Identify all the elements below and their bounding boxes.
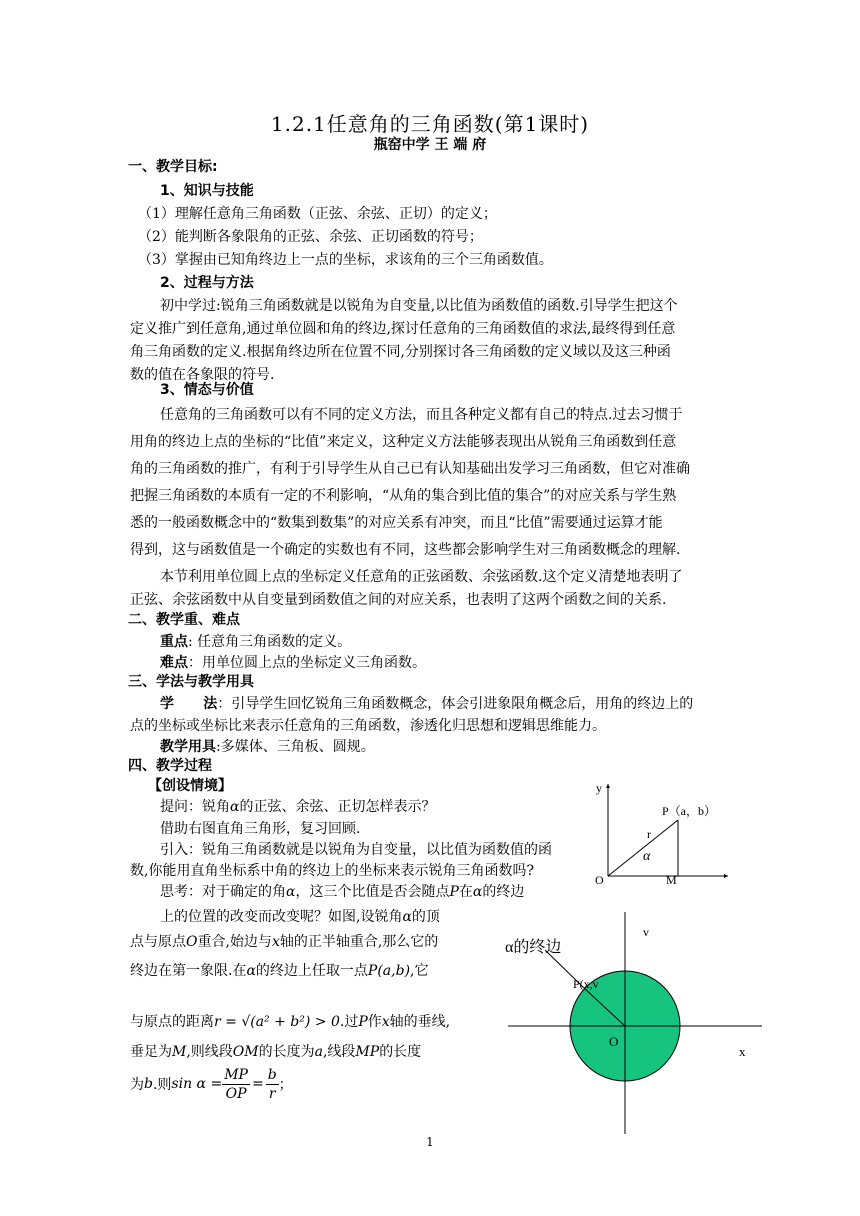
- difficulty-label: 难点: [160, 655, 188, 671]
- list-item: （2）能判断各象限角的正弦、余弦、正切函数的符号；: [138, 229, 483, 245]
- point-p-coords: P(a,b): [367, 963, 411, 979]
- paragraph-line: 本节利用单位圆上点的坐标定义任意角的正弦函数、余弦函数.这个定义清楚地表明了: [160, 569, 683, 585]
- author-line: 瓶窑中学 王 端 府: [373, 137, 487, 153]
- key-point-line: [160, 631, 351, 651]
- alpha-symbol: α: [402, 909, 412, 925]
- subheading-values: 3、情态与价值: [160, 382, 254, 398]
- paragraph-line: 点的坐标或坐标比来表示任意角的三角函数，渗透化归思想和逻辑思维能力。: [130, 718, 606, 734]
- var-x: x: [381, 1014, 390, 1030]
- text-span: ,则线段: [186, 1044, 233, 1060]
- var-p: P: [358, 1014, 368, 1030]
- tools-line: [160, 736, 375, 756]
- text-span: 的顶: [411, 909, 440, 925]
- key-label: 重点: [160, 634, 188, 650]
- text-span: 重合,始边与: [197, 934, 272, 950]
- think-line: [160, 881, 524, 901]
- text-span: 点与原点: [130, 934, 186, 950]
- text-span: 轴的垂线,: [389, 1014, 451, 1030]
- text-span: 上的位置的改变而改变呢？如图,设锐角: [160, 909, 403, 925]
- list-item: （1）理解任意角三角函数（正弦、余弦、正切）的定义；: [138, 206, 497, 222]
- paragraph-line: [130, 960, 428, 980]
- terminal-side-label: α的终边: [505, 939, 562, 956]
- fraction-mp-op: [222, 1066, 250, 1103]
- m-label: M: [666, 873, 677, 887]
- text-span: 在: [458, 884, 473, 900]
- alpha-label: α: [643, 849, 651, 864]
- sine-formula-line: [130, 1062, 293, 1106]
- question-line: [160, 796, 435, 816]
- point-p-label: P（a，b）: [662, 804, 717, 818]
- paragraph-line: 任意角的三角函数可以有不同的定义方法，而且各种定义都有自己的特点.过去习惯于: [160, 407, 683, 423]
- text-span: ，这三个比值是否会随点: [295, 884, 450, 900]
- y-label: v: [643, 925, 649, 939]
- page-number: 1: [426, 1135, 434, 1149]
- origin-label: O: [609, 1034, 619, 1049]
- paragraph-line: 把握三角函数的本质有一定的不利影响，“从角的集合到比值的集合”的对应关系与学生熟: [130, 488, 677, 504]
- y-arrow-icon: [606, 784, 610, 788]
- text-span: 的长度: [379, 1044, 422, 1060]
- text-span: ,线段: [322, 1044, 356, 1060]
- numerator: b: [267, 1066, 277, 1083]
- origin-label: O: [595, 873, 604, 887]
- r-label: r: [647, 827, 651, 841]
- fraction-b-r: [266, 1066, 279, 1103]
- var-p: P: [449, 884, 459, 900]
- page-title: 1.2.1任意角的三角函数(第1课时): [270, 112, 590, 136]
- section-heading-keypoints: 二、教学重、难点: [128, 612, 240, 628]
- var-mp: MP: [355, 1044, 380, 1060]
- var-a: a: [314, 1044, 323, 1060]
- text-span: 思考：对于确定的角: [160, 884, 286, 900]
- text-span: ；: [278, 1077, 293, 1093]
- method-line: [160, 693, 693, 713]
- paragraph-line: 初中学过:锐角三角函数就是以锐角为自变量,以比值为函数值的函数.引导学生把这个: [160, 298, 678, 314]
- section-heading-methods: 三、学法与教学用具: [128, 674, 254, 690]
- text-span: 的终边上任取一点: [255, 963, 368, 979]
- text-span: 作: [367, 1014, 382, 1030]
- text-span: 终边在第一象限.在: [130, 963, 247, 979]
- paragraph-line: 角三角函数的定义.根据角终边所在位置不同,分别探讨各三角函数的定义域以及这三种函: [130, 344, 671, 360]
- x-arrow-icon: [724, 874, 728, 878]
- paragraph-line: 引入：锐角三角函数就是以锐角为自变量，以比值为函数值的函: [160, 842, 552, 858]
- alpha-symbol: α: [286, 884, 296, 900]
- text-span: 垂足为: [130, 1044, 172, 1060]
- unit-circle-figure: [500, 908, 770, 1138]
- numerator: MP: [224, 1066, 248, 1083]
- point-p-label: P(x,v: [573, 977, 599, 991]
- text-span: 为: [130, 1077, 144, 1093]
- right-triangle-figure: [590, 778, 740, 888]
- var-m: M: [172, 1044, 187, 1060]
- paragraph-line: 角的三角函数的推广，有利于引导学生从自己已有认知基础出发学习三角函数，但它对准确: [130, 461, 690, 477]
- paragraph-line: [130, 1011, 450, 1031]
- var-om: OM: [232, 1044, 259, 1060]
- denominator: r: [268, 1085, 276, 1102]
- paragraph-line: 悉的一般函数概念中的“数集到数集”的对应关系有冲突，而且“比值”需要通过运算才能: [130, 515, 663, 531]
- paragraph-line: 数的值在各象限的符号.: [130, 367, 275, 383]
- method-label: 学 法: [160, 696, 218, 712]
- paragraph-line: [130, 1041, 421, 1061]
- list-item: （3）掌握由已知角终边上一点的坐标，求该角的三个三角函数值。: [138, 252, 553, 268]
- text-span: 的正弦、余弦、正切怎样表示？: [239, 799, 436, 815]
- paragraph-line: [130, 931, 438, 951]
- paragraph-line: 借助右图直角三角形，复习回顾.: [160, 821, 361, 837]
- text-span: 提问：锐角: [160, 799, 230, 815]
- section-heading-objectives: 一、教学目标:: [128, 159, 218, 175]
- paragraph-line: 定义推广到任意角,通过单位圆和角的终边,探讨任意角的三角函数值的求法,最终得到任意: [130, 321, 676, 337]
- paragraph-line: 正弦、余弦函数中从自变量到函数值之间的对应关系，也表明了这两个函数之间的关系.: [130, 592, 667, 608]
- x-label: x: [739, 1044, 746, 1059]
- difficulty-line: [160, 652, 426, 672]
- subheading-knowledge: 1、知识与技能: [160, 183, 254, 199]
- alpha-symbol: α: [246, 963, 256, 979]
- subheading-scenario: 【创设情境】: [148, 778, 232, 794]
- text-span: .则: [152, 1077, 172, 1093]
- distance-formula: r = √(a² + b²) > 0: [214, 1014, 340, 1030]
- text-span: 与原点的距离: [130, 1014, 214, 1030]
- paragraph-line: [160, 906, 440, 926]
- key-text: : 任意角三角函数的定义。: [188, 634, 352, 650]
- tools-text: :多媒体、三角板、圆规。: [216, 739, 375, 755]
- text-span: 的终边: [482, 884, 525, 900]
- var-o: O: [186, 934, 198, 950]
- difficulty-text: ：用单位圆上点的坐标定义三角函数。: [188, 655, 426, 671]
- var-x: x: [271, 934, 280, 950]
- text-span: .过: [339, 1014, 359, 1030]
- paragraph-line: 用角的终边上点的坐标的“比值”来定义，这种定义方法能够表现出从锐角三角函数到任意: [130, 434, 677, 450]
- text-span: 的长度为: [258, 1044, 315, 1060]
- denominator: OP: [225, 1085, 247, 1102]
- section-heading-process: 四、教学过程: [128, 758, 212, 774]
- subheading-process: 2、过程与方法: [160, 275, 254, 291]
- paragraph-line: 得到，这与函数值是一个确定的实数也有不同，这些都会影响学生对三角函数概念的理解.: [130, 542, 681, 558]
- alpha-symbol: α: [230, 799, 240, 815]
- paragraph-line: 数,你能用直角坐标系中角的终边上的坐标来表示锐角三角函数吗?: [130, 863, 534, 879]
- y-label: y: [596, 781, 602, 795]
- text-span: ,它: [410, 963, 429, 979]
- method-text: ：引导学生回忆锐角三角函数概念，体会引进象限角概念后，用角的终边上的: [217, 696, 694, 712]
- var-b: b: [144, 1076, 153, 1092]
- text-span: 轴的正半轴重合,那么它的: [279, 934, 439, 950]
- sin-alpha: sin α =: [171, 1076, 223, 1092]
- equals-sign: =: [251, 1076, 264, 1092]
- tools-label: 教学用具: [160, 739, 216, 755]
- hypotenuse: [608, 820, 678, 876]
- alpha-symbol: α: [472, 884, 483, 900]
